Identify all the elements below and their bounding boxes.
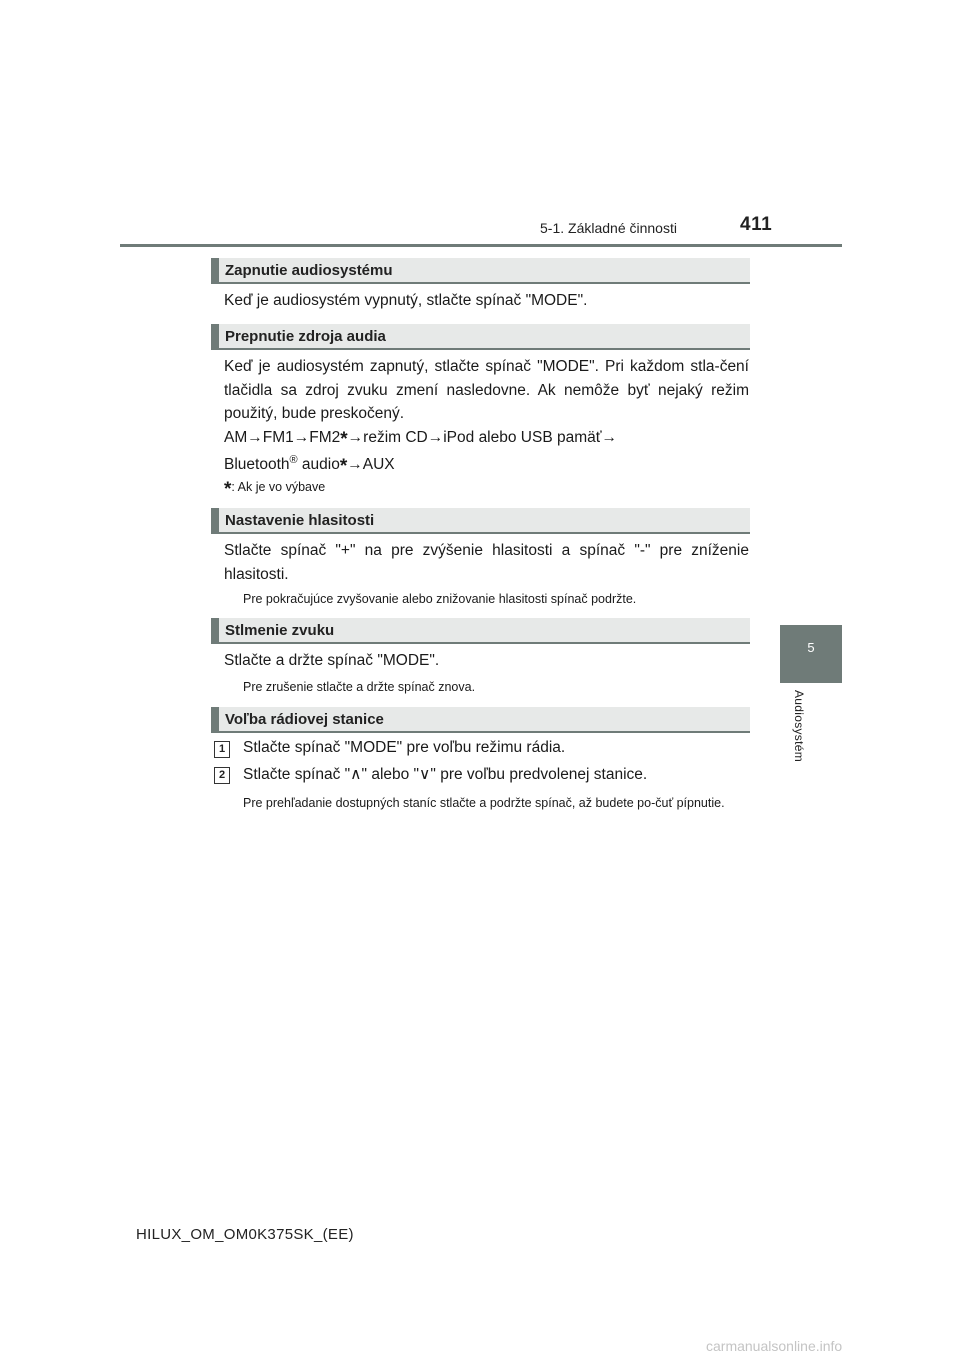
section-power-text: Keď je audiosystém vypnutý, stlačte spínač "MODE". [224,292,588,309]
section-heading-source-text: Prepnutie zdroja audia [225,328,386,345]
seq-part-2: →režim CD→iPod alebo USB pamäť→ [347,429,618,446]
chapter-tab-number: 5 [807,640,815,655]
section-volume-note: Pre pokračujúce zvyšovanie alebo znižovanie hlasitosti spínač podržte. [243,592,637,606]
section-mute-note: Pre zrušenie stlačte a držte spínač znova. [243,680,476,694]
page-number: 411 [740,214,773,235]
section-radio-note: Pre prehľadanie dostupných staníc stlačte a podržte spínač, až budete po-čuť pípnutie. [243,796,725,810]
footnote-text: : Ak je vo výbave [231,480,326,494]
chapter-tab-label [790,690,806,780]
watermark: carmanualsonline.info [706,1338,843,1354]
document-code: HILUX_OM_OM0K375SK_(EE) [136,1226,354,1243]
section-heading-volume-text: Nastavenie hlasitosti [225,512,375,529]
asterisk-mark-2: * [339,456,348,477]
section-heading-power [211,258,750,284]
step-number-2: 2 [214,767,230,784]
section-heading-source [211,324,750,350]
step-number-1: 1 [214,741,230,758]
chapter-title: 5-1. Základné činnosti [540,220,677,236]
seq-part-5: →AUX [347,456,395,473]
registered-mark: ® [289,454,298,466]
section-heading-volume [211,508,750,534]
header-divider [120,244,842,247]
seq-part-4: audio [297,456,340,473]
seq-part-1: AM→FM1→FM2 [224,429,341,446]
section-source-text: Keď je audiosystém zapnutý, stlačte spínač "MODE". Pri každom stla-čení tlačidla sa zdroj zvuku zmení nasledovne. Ak nemôže byť nejaký režim použitý, bude preskočený. [224,358,749,422]
seq-part-3: Bluetooth [224,456,290,473]
section-heading-power-text: Zapnutie audiosystému [225,262,393,279]
section-heading-mute [211,618,750,644]
section-mute-text: Stlačte a držte spínač "MODE". [224,652,440,669]
section-heading-radio-text: Voľba rádiovej stanice [225,711,384,728]
asterisk-mark: * [340,429,348,450]
section-heading-radio [211,707,750,733]
section-volume-text: Stlačte spínač "+" na pre zvýšenie hlasitosti a spínač "-" pre zníženie hlasitosti. [224,542,749,583]
section-heading-mute-text: Stlmenie zvuku [225,622,335,639]
step-text-1: Stlačte spínač "MODE" pre voľbu režimu rádia. [243,739,566,756]
chapter-tab-label-text: Audiosystém [792,690,806,762]
step-text-2: Stlačte spínač "∧" alebo "∨" pre voľbu predvolenej stanice. [243,766,648,783]
source-sequence-line-2 [224,449,749,477]
footnote-asterisk: * [224,479,232,500]
source-sequence-line-1 [224,426,749,450]
footnote [224,479,325,501]
